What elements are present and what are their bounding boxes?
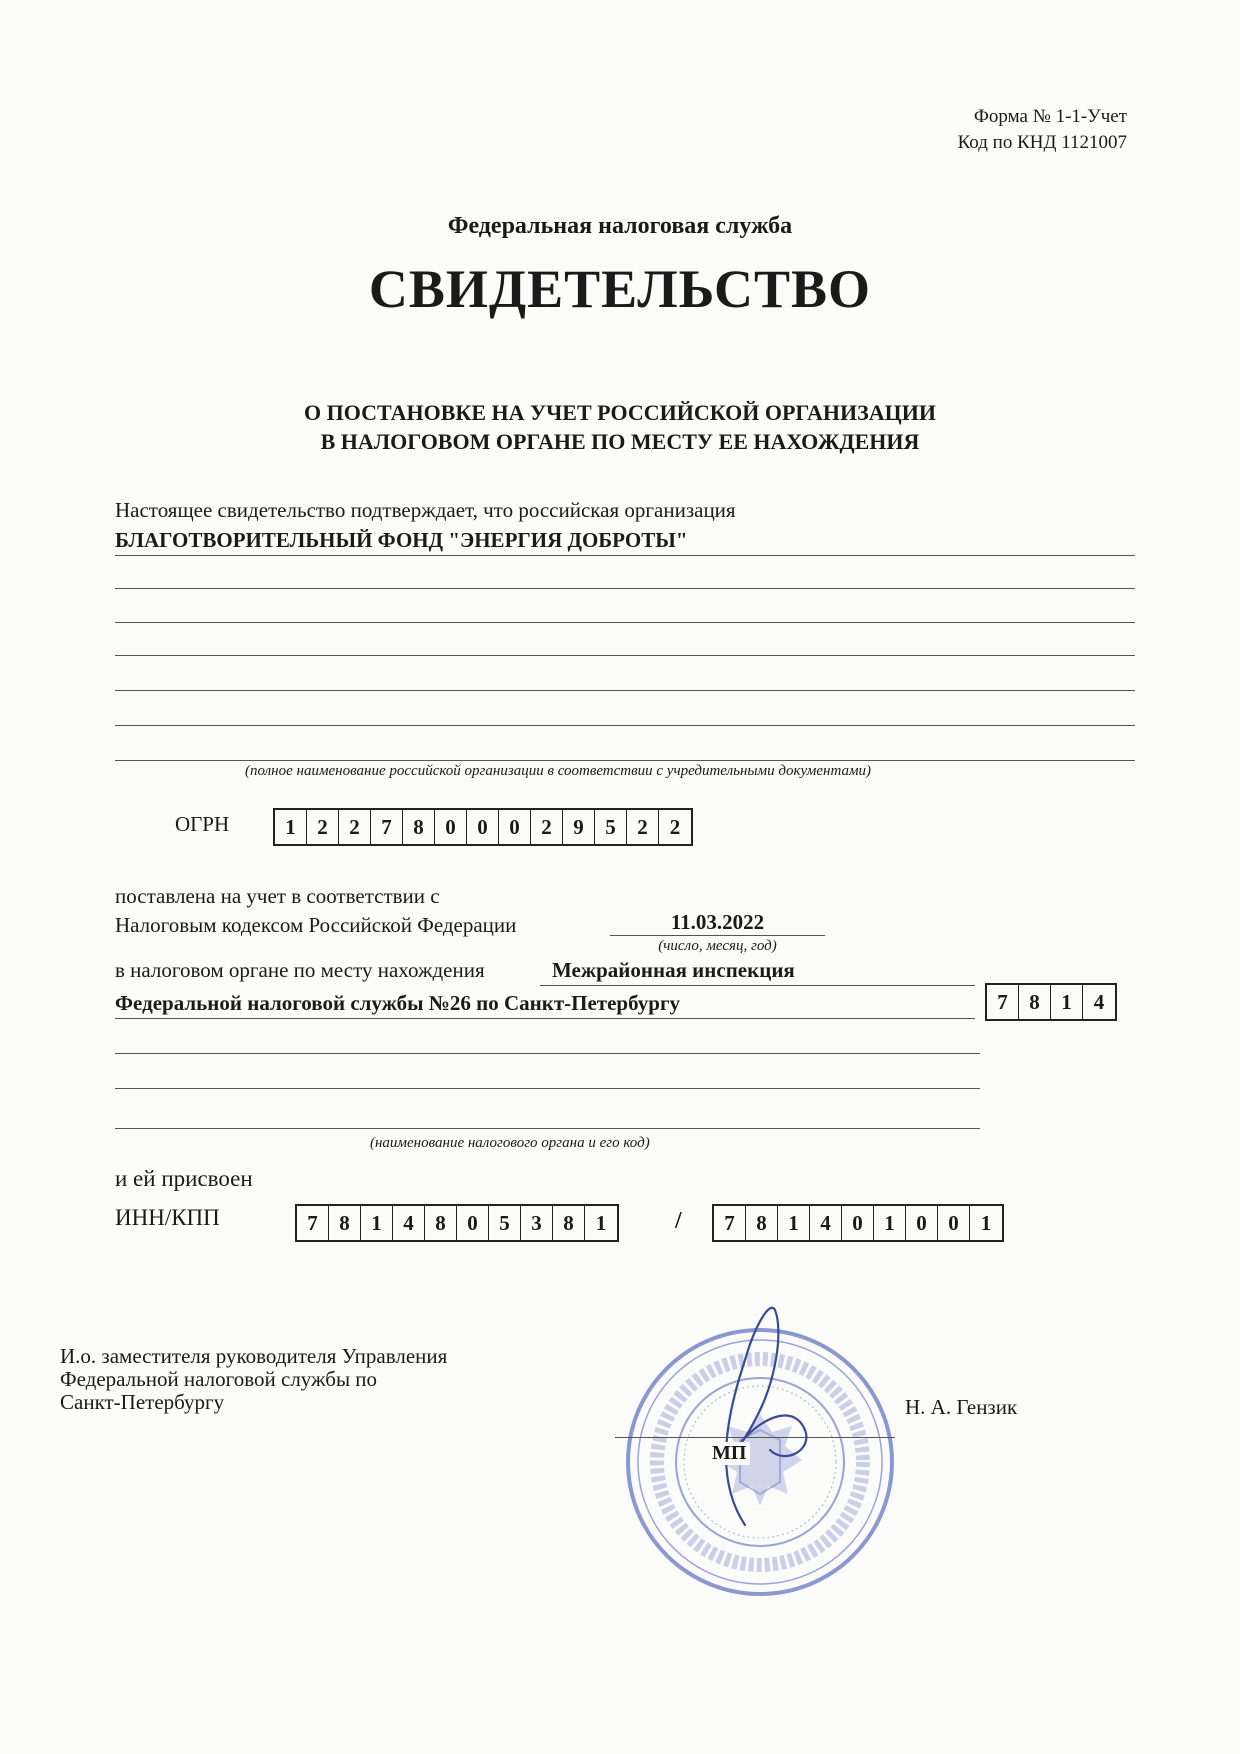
- form-number: [958, 104, 1127, 156]
- field-line: [115, 622, 1135, 623]
- inn-digit: 1: [361, 1206, 393, 1240]
- field-line: [115, 1018, 975, 1019]
- kpp-digit: 7: [714, 1206, 746, 1240]
- tax-office-name-part-2: Федеральной налоговой службы №26 по Санкт-Петербургу: [115, 991, 681, 1015]
- tax-office-caption: (наименование налогового органа и его код): [370, 1135, 650, 1151]
- assigned-label: и ей присвоен: [115, 1166, 253, 1191]
- document-title: СВИДЕТЕЛЬСТВО: [368, 259, 872, 319]
- field-line: [540, 985, 975, 986]
- tax-office-code-digit: 8: [1019, 985, 1051, 1019]
- ogrn-digit: 2: [339, 810, 371, 844]
- field-line: [115, 690, 1135, 691]
- inn-kpp-label: ИНН/КПП: [115, 1205, 220, 1230]
- ogrn-digit: 2: [627, 810, 659, 844]
- document-subtitle: [0, 398, 1240, 456]
- ogrn-digit: 5: [595, 810, 627, 844]
- field-line: [115, 655, 1135, 656]
- signer-position-line-1: И.о. заместителя руководителя Управления: [60, 1344, 448, 1368]
- ogrn-boxes: [273, 808, 693, 846]
- ogrn-digit: 7: [371, 810, 403, 844]
- signature-icon: [685, 1300, 825, 1530]
- tax-office-code-digit: 1: [1051, 985, 1083, 1019]
- signature-line: [615, 1437, 895, 1438]
- kpp-digit: 1: [778, 1206, 810, 1240]
- inn-kpp-separator: /: [675, 1208, 682, 1234]
- field-line: [115, 725, 1135, 726]
- ogrn-digit: 0: [499, 810, 531, 844]
- subtitle-line-2: В НАЛОГОВОМ ОРГАНЕ ПО МЕСТУ ЕЕ НАХОЖДЕНИЯ: [320, 429, 920, 454]
- tax-office-code-digit: 7: [987, 985, 1019, 1019]
- field-line: [115, 1128, 980, 1129]
- inn-digit: 5: [489, 1206, 521, 1240]
- kpp-digit: 1: [874, 1206, 906, 1240]
- stamp-placeholder-label: МП: [708, 1442, 750, 1465]
- tax-office-name-part-1: Межрайонная инспекция: [552, 958, 795, 982]
- knd-code-line: Код по КНД 1121007: [957, 132, 1127, 153]
- organization-name: БЛАГОТВОРИТЕЛЬНЫЙ ФОНД "ЭНЕРГИЯ ДОБРОТЫ": [115, 528, 688, 552]
- inn-digit: 8: [425, 1206, 457, 1240]
- ogrn-digit: 2: [669, 814, 681, 839]
- form-number-line: Форма № 1-1-Учет: [973, 106, 1127, 127]
- kpp-digit: 0: [938, 1206, 970, 1240]
- ogrn-label: ОГРН: [175, 812, 230, 836]
- registered-line-1: поставлена на учет в соответствии с: [115, 884, 440, 908]
- field-line: [115, 588, 1135, 589]
- tax-office-code-boxes: [985, 983, 1117, 1021]
- registration-date: 11.03.2022: [670, 910, 765, 934]
- inn-digit: 1: [595, 1210, 607, 1235]
- inn-digit: 3: [521, 1206, 553, 1240]
- ogrn-digit: 9: [563, 810, 595, 844]
- inn-digit: 4: [393, 1206, 425, 1240]
- inn-digit: 7: [297, 1206, 329, 1240]
- date-line: [610, 935, 825, 936]
- kpp-boxes: [712, 1204, 1004, 1242]
- organization-caption: (полное наименование российской организации в соответствии с учредительными документами): [245, 763, 872, 779]
- inn-digit: 8: [329, 1206, 361, 1240]
- field-line: [115, 1053, 980, 1054]
- agency-name: Федеральная налоговая служба: [447, 213, 793, 239]
- signer-position-line-3: Санкт-Петербургу: [60, 1390, 225, 1414]
- date-caption: (число, месяц, год): [658, 938, 777, 954]
- inn-digit: 8: [553, 1206, 585, 1240]
- intro-text: Настоящее свидетельство подтверждает, что российская организация: [115, 498, 736, 522]
- subtitle-line-1: О ПОСТАНОВКЕ НА УЧЕТ РОССИЙСКОЙ ОРГАНИЗАЦИИ: [304, 400, 936, 425]
- signer-position-line-2: Федеральной налоговой службы по: [60, 1367, 378, 1391]
- field-line: [115, 555, 1135, 556]
- tax-office-prefix: в налоговом органе по месту нахождения: [115, 958, 485, 982]
- inn-boxes: [295, 1204, 619, 1242]
- field-line: [115, 760, 1135, 761]
- registered-line-2: Налоговым кодексом Российской Федерации: [115, 913, 517, 937]
- inn-digit: 0: [457, 1206, 489, 1240]
- signer-name: Н. А. Гензик: [905, 1395, 1018, 1419]
- ogrn-digit: 0: [467, 810, 499, 844]
- kpp-digit: 0: [906, 1206, 938, 1240]
- kpp-digit: 8: [746, 1206, 778, 1240]
- signer-position: [60, 1345, 447, 1414]
- kpp-digit: 4: [810, 1206, 842, 1240]
- ogrn-digit: 0: [435, 810, 467, 844]
- ogrn-digit: 8: [403, 810, 435, 844]
- field-line: [115, 1088, 980, 1089]
- kpp-digit: 0: [842, 1206, 874, 1240]
- ogrn-digit: 2: [531, 810, 563, 844]
- kpp-digit: 1: [980, 1210, 992, 1235]
- ogrn-digit: 1: [275, 810, 307, 844]
- tax-office-code-digit: 4: [1093, 989, 1105, 1014]
- ogrn-digit: 2: [307, 810, 339, 844]
